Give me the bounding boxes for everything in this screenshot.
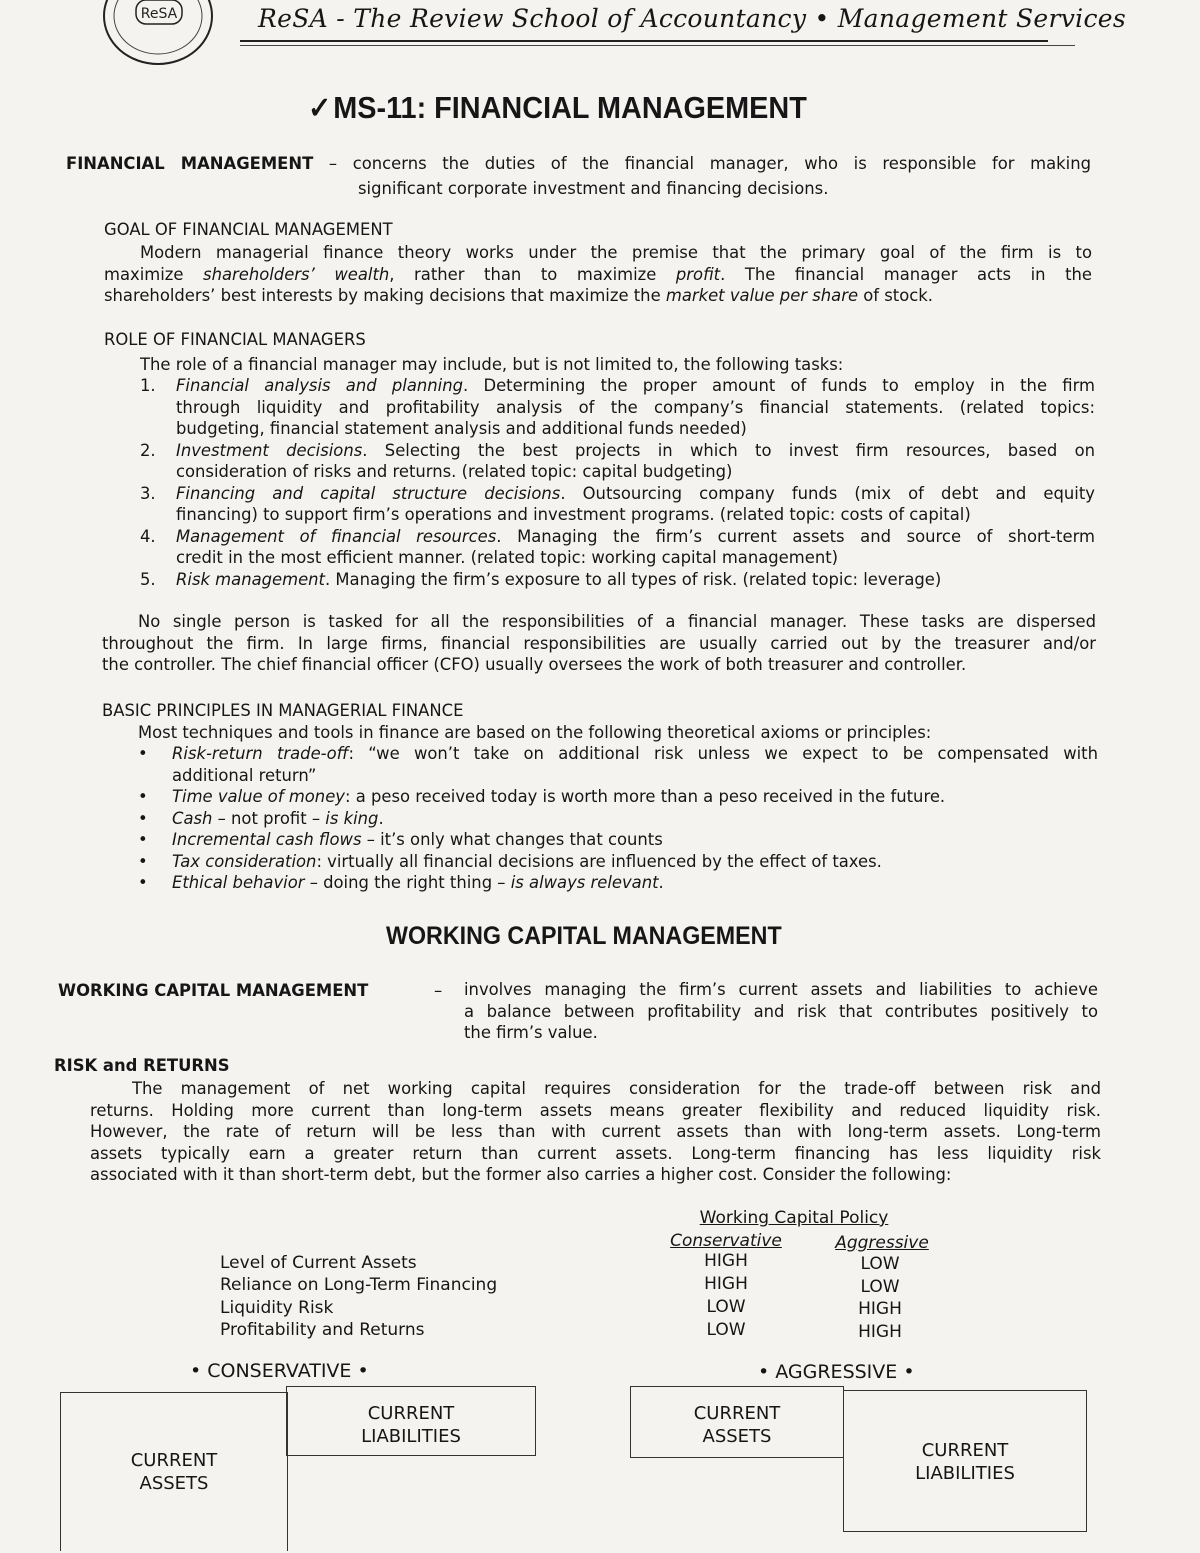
aggressive-diagram-title: • AGGRESSIVE •	[758, 1361, 915, 1383]
table-cell: HIGH	[858, 1299, 902, 1319]
task-item: 5. Risk management. Managing the firm’s exposure to all types of risk. (related topic: leverage)	[140, 569, 942, 589]
table-cell: HIGH	[704, 1251, 748, 1271]
col-header-aggressive: Aggressive	[835, 1233, 929, 1253]
school-header: ReSA - The Review School of Accountancy • Management Services	[258, 4, 1127, 33]
fm-definition-line1: FINANCIAL MANAGEMENT – concerns the duties of the financial manager, who is responsible for making	[66, 154, 1091, 173]
principle-item: • Risk-return trade-off: “we won’t take on additional risk unless we expect to be compensated with additional return”	[138, 744, 1098, 785]
wcm-section-title: WORKING CAPITAL MANAGEMENT	[386, 922, 782, 950]
fm-definition-line2: significant corporate investment and financing decisions.	[358, 179, 829, 198]
table-cell: LOW	[706, 1297, 746, 1317]
conservative-current-assets-box: CURRENT ASSETS	[60, 1392, 288, 1551]
logo-text: ReSA	[140, 6, 178, 22]
principles-intro: Most techniques and tools in finance are based on the following theoretical axioms or principles:	[138, 723, 932, 742]
principles-heading: BASIC PRINCIPLES IN MANAGERIAL FINANCE	[102, 701, 464, 720]
table-row-label: Liquidity Risk	[220, 1298, 334, 1318]
wcm-definition: involves managing the firm’s current assets and liabilities to achieve a balance between profitability and risk that contributes positively to the firm’s value.	[464, 980, 1098, 1042]
principles-list	[138, 743, 1098, 894]
risk-heading: RISK and RETURNS	[54, 1056, 230, 1075]
table-cell: LOW	[706, 1320, 746, 1340]
fm-term: FINANCIAL MANAGEMENT	[66, 154, 314, 173]
task-item: 1. Financial analysis and planning. Determining the proper amount of funds to employ in the firm through liquidity and profitability analysis of the company’s financial statements. (related topics: budgeting, financial statement analysis and additional funds needed)	[140, 376, 1096, 438]
role-paragraph: No single person is tasked for all the responsibilities of a financial manager. These tasks are dispersed throughout the firm. In large firms, financial responsibilities are usually carried out by the treasurer and/or the controller. The chief financial officer (CFO) usually oversees the work of both treasurer and controller.	[102, 612, 1096, 674]
task-item: 2. Investment decisions. Selecting the best projects in which to invest firm resources, based on consideration of risks and returns. (related topic: capital budgeting)	[140, 440, 1095, 481]
goal-heading: GOAL OF FINANCIAL MANAGEMENT	[104, 220, 393, 239]
page-title-text: MS-11: FINANCIAL MANAGEMENT	[333, 90, 807, 125]
resa-logo	[100, 0, 216, 68]
policy-table-title: Working Capital Policy	[699, 1208, 889, 1228]
wcm-dash: –	[434, 981, 443, 1000]
page-title	[308, 90, 807, 126]
table-cell: HIGH	[704, 1274, 748, 1294]
risk-paragraph: The management of net working capital requires consideration for the trade-off between risk and returns. Holding more current than long-term assets means greater flexibility and reduced liquidity risk. However, the rate of return will be less than with current assets than with long-term assets. Long-term assets typically earn a greater return than current assets. Long-term financing has less liquidity risk associated with it than short-term debt, but the former also carries a higher cost. Consider the following:	[90, 1079, 1101, 1184]
header-rule	[240, 40, 1048, 42]
principle-item: • Cash – not profit – is king.	[138, 808, 384, 828]
goal-paragraph: Modern managerial finance theory works under the premise that the primary goal of the firm is to maximize shareholders’ wealth, rather than to maximize profit. The financial manager acts in the shareholders’ best interests by making decisions that maximize the market value per share of stock.	[104, 243, 1093, 305]
table-cell: LOW	[860, 1277, 900, 1297]
col-header-conservative: Conservative	[670, 1231, 782, 1251]
role-task-list	[140, 375, 1095, 590]
table-row-label: Level of Current Assets	[220, 1253, 417, 1273]
conservative-current-liabilities-box: CURRENT LIABILITIES	[286, 1386, 536, 1456]
table-cell: HIGH	[858, 1322, 902, 1342]
conservative-diagram-title: • CONSERVATIVE •	[190, 1360, 369, 1382]
table-cell: LOW	[860, 1254, 900, 1274]
role-heading: ROLE OF FINANCIAL MANAGERS	[104, 330, 366, 349]
role-intro: The role of a financial manager may include, but is not limited to, the following tasks:	[140, 355, 844, 374]
wcm-term: WORKING CAPITAL MANAGEMENT	[58, 981, 369, 1000]
aggressive-current-assets-box: CURRENT ASSETS	[630, 1386, 844, 1458]
table-row-label: Reliance on Long-Term Financing	[220, 1275, 498, 1295]
check-icon: ✓	[308, 92, 332, 125]
principle-item: • Ethical behavior – doing the right thing – is always relevant.	[138, 873, 664, 892]
task-item: 4. Management of financial resources. Managing the firm’s current assets and source of short-term credit in the most efficient manner. (related topic: working capital management)	[140, 526, 1095, 567]
header-rule-thin	[240, 45, 1075, 46]
principle-item: • Time value of money: a peso received today is worth more than a peso received in the future.	[138, 787, 946, 806]
task-item: 3. Financing and capital structure decisions. Outsourcing company funds (mix of debt and equity financing) to support firm’s operations and investment programs. (related topic: costs of capital)	[140, 483, 1095, 524]
table-row-label: Profitability and Returns	[220, 1320, 425, 1340]
principle-item: • Tax consideration: virtually all financial decisions are influenced by the effect of taxes.	[138, 851, 882, 871]
principle-item: • Incremental cash flows – it’s only what changes that counts	[138, 830, 663, 849]
aggressive-current-liabilities-box: CURRENT LIABILITIES	[843, 1390, 1087, 1532]
